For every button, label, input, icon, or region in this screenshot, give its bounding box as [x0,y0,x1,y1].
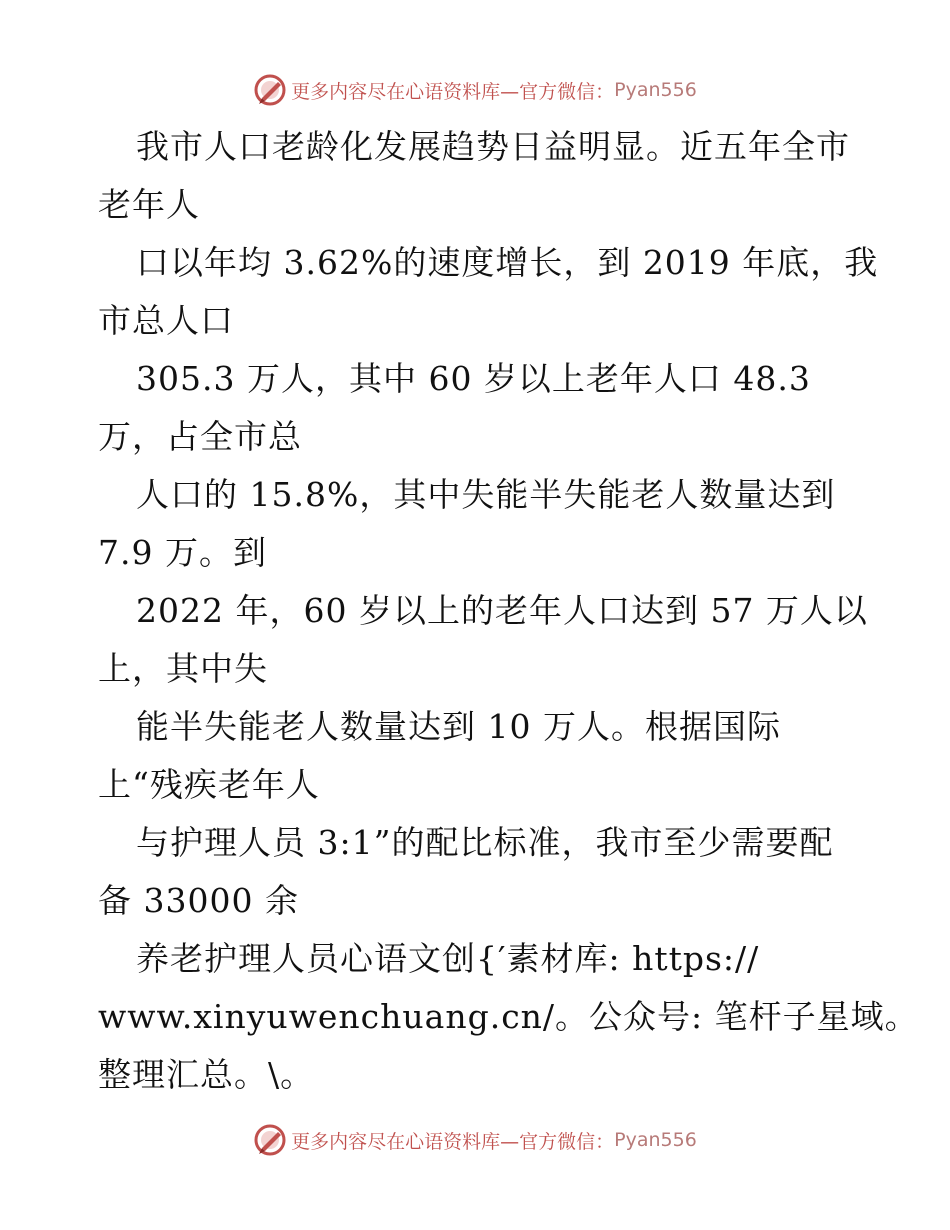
body-line: 2022 年，60 岁以上的老年人口达到 57 万人以 [136,591,868,630]
body-line: 整理汇总。\。 [98,1055,315,1094]
pen-seal-icon [253,73,287,107]
header-banner [0,70,950,110]
body-line: 备 33000 余 [98,881,299,920]
footer-banner-id: Pyan556 [614,1129,697,1151]
footer-banner [0,1120,950,1160]
body-line: 305.3 万人，其中 60 岁以上老年人口 48.3 [136,359,811,398]
footer-banner-text: 更多内容尽在心语资料库—官方微信： [291,1130,615,1153]
header-banner-text: 更多内容尽在心语资料库—官方微信： [291,80,615,103]
body-line: 养老护理人员心语文创{′素材库: https:// [136,939,760,978]
body-line: 人口的 15.8%，其中失能半失能老人数量达到 [136,475,836,514]
body-line: 与护理人员 3:1”的配比标准，我市至少需要配 [136,823,834,862]
body-line: 上，其中失 [98,649,268,688]
header-banner-id: Pyan556 [614,79,697,101]
body-line: 7.9 万。到 [98,533,267,572]
body-line: 市总人口 [98,301,234,340]
body-line: 老年人 [98,185,200,224]
body-line: 能半失能老人数量达到 10 万人。根据国际 [136,707,781,746]
pen-seal-icon [253,1123,287,1157]
body-line: 我市人口老龄化发展趋势日益明显。近五年全市 [136,127,850,166]
body-line: 口以年均 3.62%的速度增长，到 2019 年底，我 [136,243,879,282]
body-line: www.xinyuwenchuang.cn/。公众号: 笔杆子星域。 [98,997,919,1036]
body-line: 万，占全市总 [98,417,302,456]
body-line: 上“残疾老年人 [98,765,320,804]
